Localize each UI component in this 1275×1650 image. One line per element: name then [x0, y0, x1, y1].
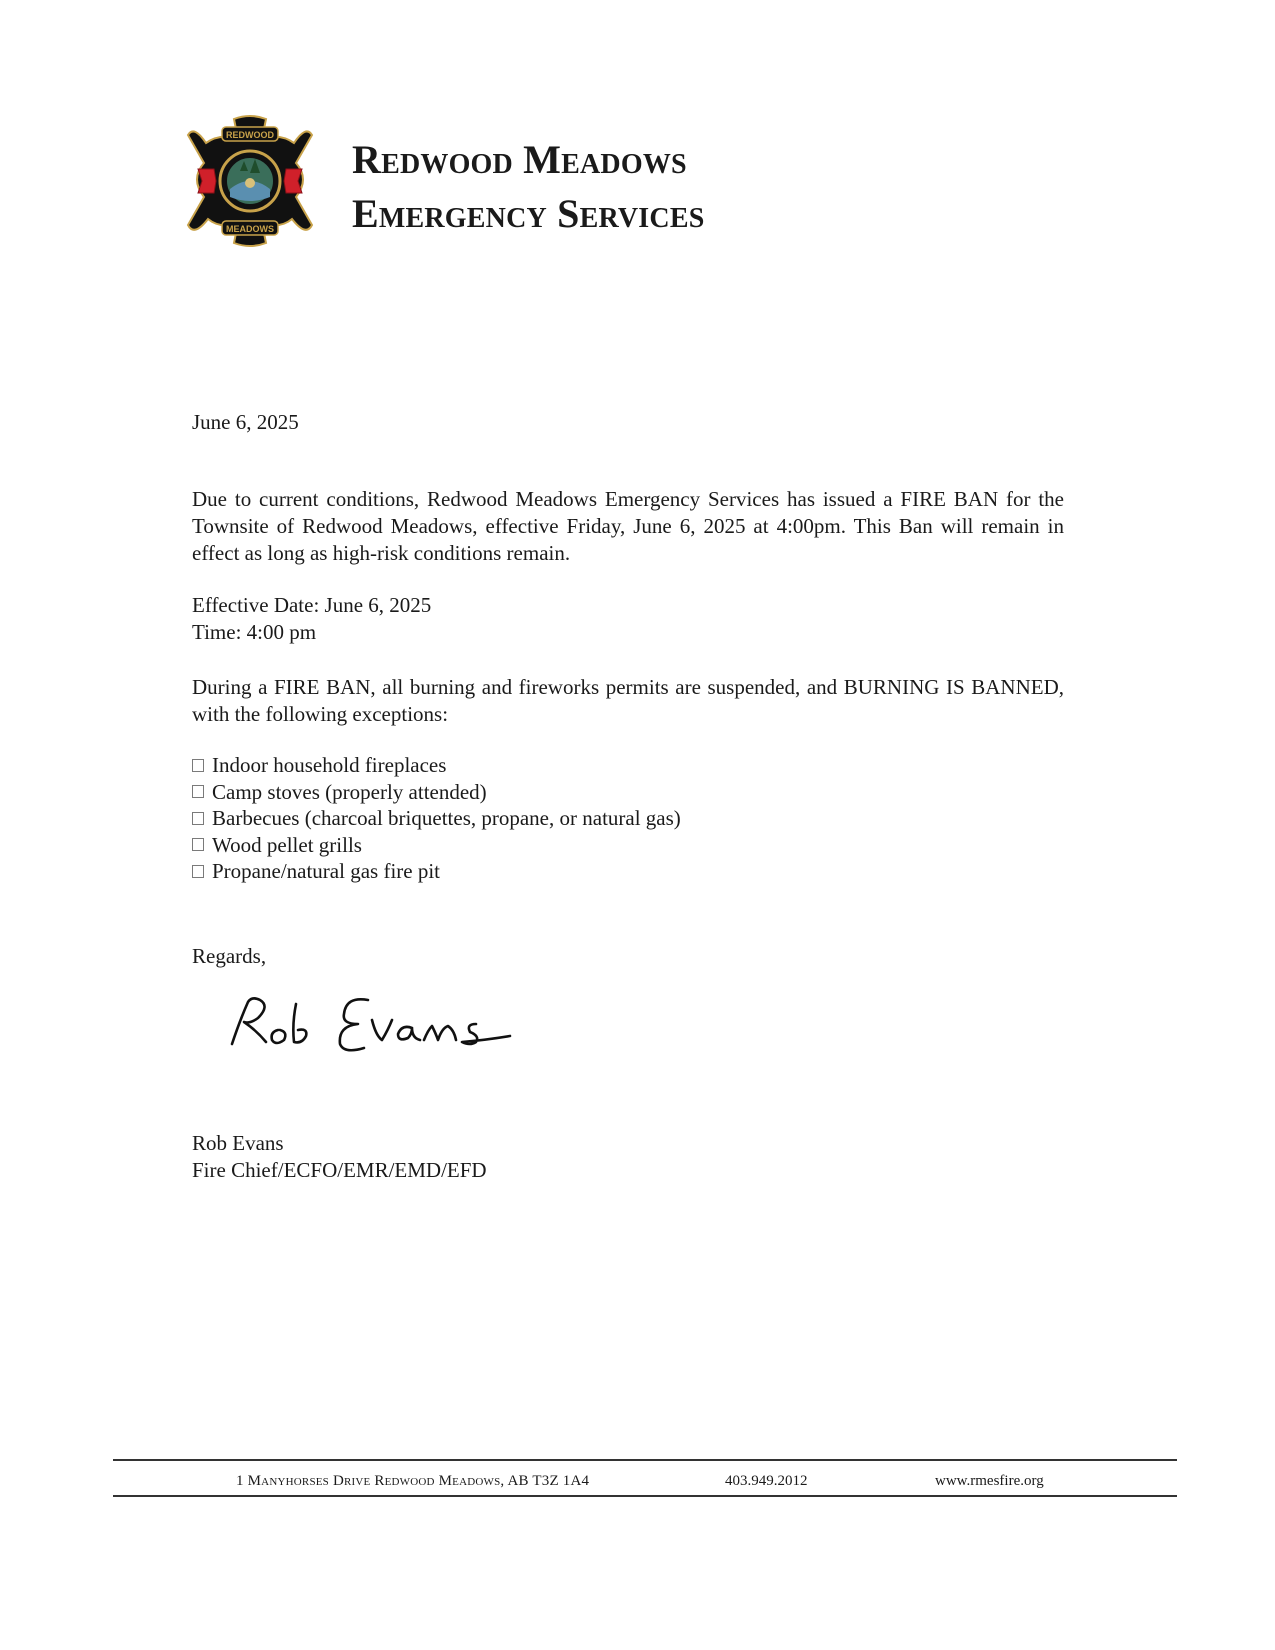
signer-name: Rob Evans [192, 1131, 284, 1155]
signer-title: Fire Chief/ECFO/EMR/EMD/EFD [192, 1158, 487, 1182]
logo-bottom-text: MEADOWS [226, 224, 274, 234]
org-name-line1: Redwood Meadows [352, 137, 687, 182]
list-item [192, 858, 681, 885]
effective-time: Time: 4:00 pm [192, 620, 317, 644]
letter-date: June 6, 2025 [192, 410, 299, 434]
bullet-box-icon [192, 785, 204, 798]
footer-bottom-rule [113, 1495, 1177, 1497]
bullet-box-icon [192, 812, 204, 825]
footer-top-rule [113, 1459, 1177, 1461]
exception-text: Barbecues (charcoal briquettes, propane, or natural gas) [212, 806, 681, 830]
exception-text: Wood pellet grills [212, 832, 362, 857]
signer-block [192, 1130, 1064, 1184]
org-name-line2: Emergency Services [352, 191, 705, 236]
bullet-box-icon [192, 759, 204, 772]
list-item [192, 779, 681, 806]
exceptions-intro-paragraph: During a FIRE BAN, all burning and fireworks permits are suspended, and BURNING IS BANNED, with the following exceptions: [192, 675, 1064, 726]
list-item [192, 832, 681, 859]
exceptions-list [192, 752, 681, 885]
footer-address: 1 Manyhorses Drive Redwood Meadows, AB T3Z 1A4 [236, 1473, 590, 1489]
list-item [192, 752, 681, 779]
bullet-box-icon [192, 865, 204, 878]
signature [226, 990, 526, 1060]
effective-block [192, 592, 1064, 646]
closing: Regards, [192, 944, 267, 968]
exception-text: Propane/natural gas fire pit [212, 859, 441, 883]
footer-phone: 403.949.2012 [725, 1473, 808, 1489]
effective-date: Effective Date: June 6, 2025 [192, 593, 432, 617]
bullet-box-icon [192, 838, 204, 851]
footer-website: www.rmesfire.org [935, 1473, 1044, 1489]
exception-text: Camp stoves (properly attended) [212, 779, 487, 804]
ban-announcement-paragraph: Due to current conditions, Redwood Meadows Emergency Services has issued a FIRE BAN for the Townsite of Redwood Meadows, effective Friday, June 6, 2025 at 4:00pm. This Ban will remain in effect as long as high-risk conditions remain. [192, 487, 1064, 565]
list-item [192, 805, 681, 832]
exception-text: Indoor household fireplaces [212, 753, 447, 777]
fire-department-logo [184, 113, 316, 249]
logo-top-text: REDWOOD [226, 130, 274, 140]
organization-name [352, 133, 704, 241]
